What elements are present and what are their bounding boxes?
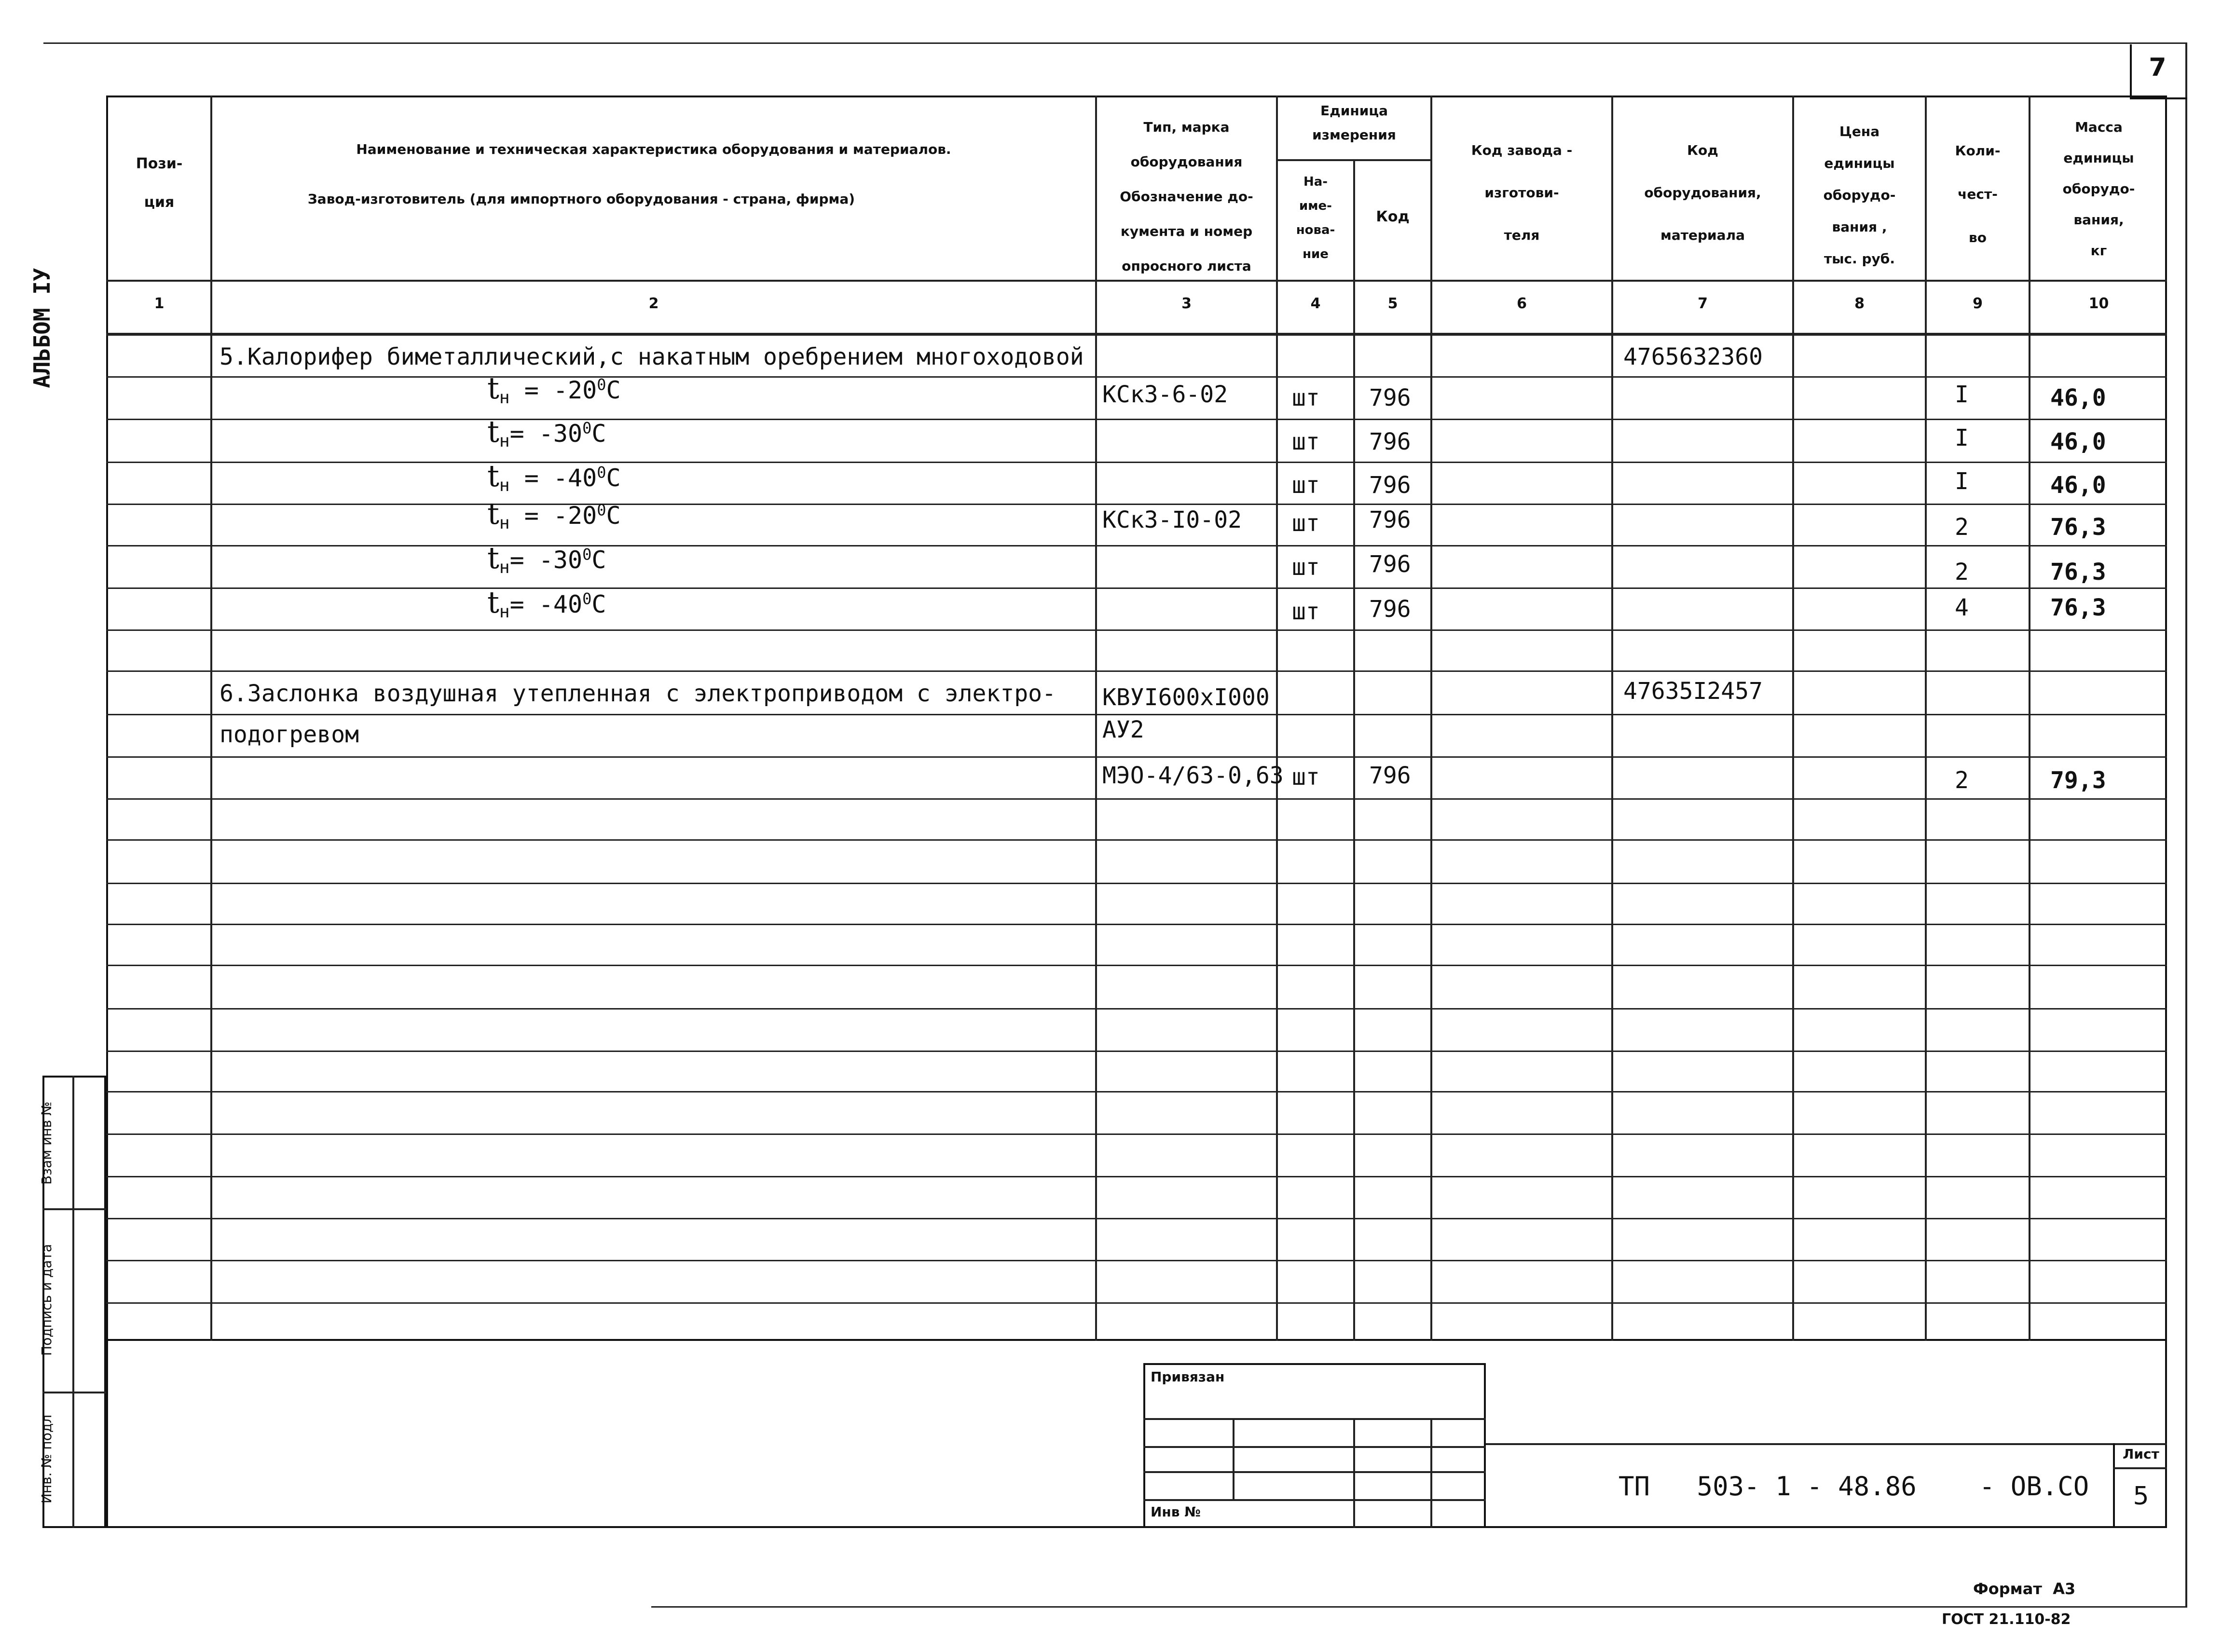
row7-mass: 76,3 bbox=[2050, 594, 2106, 621]
colnum-10: 10 bbox=[2088, 295, 2109, 312]
row2-ucode: 796 bbox=[1369, 384, 1411, 411]
body-row-rule bbox=[106, 714, 2167, 715]
body-row-rule bbox=[106, 1218, 2167, 1219]
row2-unit: шт bbox=[1292, 384, 1320, 411]
col-sep-4 bbox=[1353, 159, 1355, 1341]
col-sep-6 bbox=[1611, 96, 1613, 1341]
row5-temp: $t_н = -20^0С$ bbox=[487, 496, 621, 533]
body-row-rule bbox=[106, 798, 2167, 800]
tb-vsep1 bbox=[1233, 1418, 1234, 1499]
tb-rule3 bbox=[1143, 1471, 1486, 1473]
tb-vsep2 bbox=[1353, 1418, 1355, 1528]
header-col7: Код оборудования, материала bbox=[1644, 142, 1761, 243]
col-sep-9 bbox=[2029, 96, 2030, 1341]
row2-temp: $t_н = -20^0С$ bbox=[487, 370, 621, 408]
right-edge bbox=[2185, 42, 2187, 1608]
tb-vsep3 bbox=[1430, 1418, 1432, 1528]
row8-type: КВУI600хI000 bbox=[1102, 684, 1270, 711]
row7-qty: 4 bbox=[1955, 594, 1969, 621]
colnum-2: 2 bbox=[648, 295, 659, 312]
colnum-bottom-rule bbox=[106, 333, 2167, 336]
row7-ucode: 796 bbox=[1369, 596, 1411, 623]
body-row-rule bbox=[106, 629, 2167, 631]
colnum-4: 4 bbox=[1310, 295, 1321, 312]
header-col8: Цена единицы оборудо- вания , тыс. руб. bbox=[1823, 123, 1896, 267]
colnum-5: 5 bbox=[1387, 295, 1398, 312]
body-row-rule bbox=[106, 1051, 2167, 1052]
row6-temp: $t_н= -30^0С$ bbox=[487, 540, 606, 577]
col-sep-8 bbox=[1925, 96, 1927, 1341]
header-col10: Масса единицы оборудо- вания, кг bbox=[2062, 119, 2135, 259]
body-row-rule bbox=[106, 545, 2167, 546]
body-row-rule bbox=[106, 504, 2167, 505]
bottom-rule bbox=[651, 1606, 2187, 1608]
header-col4: На- име- нова- ние bbox=[1296, 175, 1335, 261]
colnum-3: 3 bbox=[1181, 295, 1192, 312]
row3-mass: 46,0 bbox=[2050, 428, 2106, 455]
format-label: Формат А3 bbox=[1973, 1580, 2076, 1598]
row5-qty: 2 bbox=[1955, 514, 1969, 541]
header-unit-group: Единица измерения bbox=[1312, 103, 1396, 143]
row7-temp: $t_н= -40^0С$ bbox=[487, 585, 606, 622]
header-col9: Коли- чест- во bbox=[1955, 143, 2001, 246]
row5-unit: шт bbox=[1292, 510, 1320, 537]
side-stamp-divider bbox=[72, 1076, 74, 1528]
row10-unit: шт bbox=[1292, 764, 1320, 791]
row3-unit: шт bbox=[1292, 428, 1320, 455]
row2-qty: I bbox=[1955, 381, 1969, 408]
list-label: Лист bbox=[2123, 1446, 2159, 1462]
row6-mass: 76,3 bbox=[2050, 559, 2106, 586]
row9-type: АУ2 bbox=[1102, 716, 1144, 743]
row5-ucode: 796 bbox=[1369, 506, 1411, 533]
side-stamp-rule2 bbox=[42, 1392, 106, 1393]
row10-qty: 2 bbox=[1955, 767, 1969, 794]
tb-rule2 bbox=[1143, 1446, 1486, 1448]
row1-name: 5.Калорифер биметаллический,с накатным оребрением многоходовой bbox=[219, 343, 1084, 370]
body-row-rule bbox=[106, 839, 2167, 841]
body-row-rule bbox=[106, 1133, 2167, 1135]
body-row-rule bbox=[106, 1260, 2167, 1261]
tb-rule4 bbox=[1143, 1499, 1486, 1501]
body-row-rule bbox=[106, 462, 2167, 463]
header-col2-line1: Наименование и техническая характеристика оборудования и материалов. bbox=[356, 141, 951, 157]
album-label: АЛЬБОМ IУ bbox=[29, 268, 55, 388]
col-sep-1 bbox=[210, 96, 212, 1341]
row9-name: подогревом bbox=[219, 721, 359, 748]
privyazan-label: Привязан bbox=[1151, 1369, 1225, 1385]
row10-type: МЭО-4/63-0,63 bbox=[1102, 762, 1284, 789]
header-col2-line2: Завод-изготовитель (для импортного оборудования - страна, фирма) bbox=[307, 191, 855, 207]
row8-name: 6.Заслонка воздушная утепленная с электроприводом с электро- bbox=[219, 680, 1056, 707]
header-col3: Тип, марка оборудования Обозначение до- кумента и номер опросного листа bbox=[1120, 119, 1253, 274]
doc-code: ТП 503- 1 - 48.86 - ОВ.СО bbox=[1618, 1471, 2089, 1502]
row6-unit: шт bbox=[1292, 554, 1320, 581]
row3-ucode: 796 bbox=[1369, 428, 1411, 455]
colnum-1: 1 bbox=[154, 295, 165, 312]
colnum-9: 9 bbox=[1973, 295, 1983, 312]
sheet-corner-number: 7 bbox=[2149, 53, 2167, 82]
col-sep-3 bbox=[1276, 96, 1278, 1341]
body-row-rule bbox=[106, 1176, 2167, 1177]
row10-ucode: 796 bbox=[1369, 762, 1411, 789]
privyazan-box bbox=[1143, 1363, 1486, 1528]
row4-qty: I bbox=[1955, 468, 1969, 495]
row2-mass: 46,0 bbox=[2050, 384, 2106, 411]
col-sep-7 bbox=[1792, 96, 1794, 1341]
list-box-rule bbox=[2113, 1467, 2167, 1469]
gost-label: ГОСТ 21.110-82 bbox=[1942, 1611, 2071, 1628]
row6-ucode: 796 bbox=[1369, 551, 1411, 578]
body-row-rule bbox=[106, 924, 2167, 925]
side-inv: Инв. № подл bbox=[39, 1414, 55, 1504]
colnum-6: 6 bbox=[1517, 295, 1527, 312]
inv-no-label: Инв № bbox=[1151, 1504, 1201, 1520]
list-number: 5 bbox=[2133, 1482, 2149, 1511]
body-row-rule bbox=[106, 1091, 2167, 1092]
side-vzam: Взам инв № bbox=[39, 1101, 55, 1185]
body-row-rule bbox=[106, 1008, 2167, 1010]
side-podpis: Подпись и дата bbox=[39, 1244, 55, 1356]
row3-qty: I bbox=[1955, 424, 1969, 451]
header-col1: Пози- ция bbox=[136, 155, 183, 211]
row4-temp: $t_н = -40^0С$ bbox=[487, 458, 621, 495]
body-row-rule bbox=[106, 756, 2167, 758]
body-row-rule bbox=[106, 1302, 2167, 1304]
header-col6: Код завода - изготови- теля bbox=[1471, 142, 1573, 243]
col-sep-5 bbox=[1430, 96, 1432, 1341]
row7-unit: шт bbox=[1292, 598, 1320, 625]
header-col5: Код bbox=[1376, 208, 1410, 225]
row6-qty: 2 bbox=[1955, 559, 1969, 586]
row5-mass: 76,3 bbox=[2050, 514, 2106, 541]
row8-code: 47635I2457 bbox=[1623, 678, 1763, 705]
body-row-rule bbox=[106, 670, 2167, 672]
row4-mass: 46,0 bbox=[2050, 472, 2106, 499]
row4-ucode: 796 bbox=[1369, 472, 1411, 499]
row5-type: КСкЗ-I0-02 bbox=[1102, 506, 1242, 533]
colnum-8: 8 bbox=[1854, 295, 1865, 312]
side-stamp-rule1 bbox=[42, 1208, 106, 1210]
row1-code: 4765632360 bbox=[1623, 343, 1763, 370]
tb-rule1 bbox=[1143, 1418, 1486, 1420]
row2-type: КСкЗ-6-02 bbox=[1102, 381, 1228, 408]
body-row-rule bbox=[106, 587, 2167, 589]
row3-temp: $t_н= -30^0С$ bbox=[487, 414, 606, 451]
row10-mass: 79,3 bbox=[2050, 767, 2106, 794]
body-row-rule bbox=[106, 883, 2167, 884]
body-row-rule bbox=[106, 419, 2167, 420]
body-row-rule bbox=[106, 376, 2167, 378]
top-rule bbox=[43, 42, 2185, 44]
body-row-rule bbox=[106, 965, 2167, 966]
colnum-7: 7 bbox=[1698, 295, 1708, 312]
row4-unit: шт bbox=[1292, 472, 1320, 499]
doc-code-top-rule bbox=[1486, 1443, 2167, 1445]
